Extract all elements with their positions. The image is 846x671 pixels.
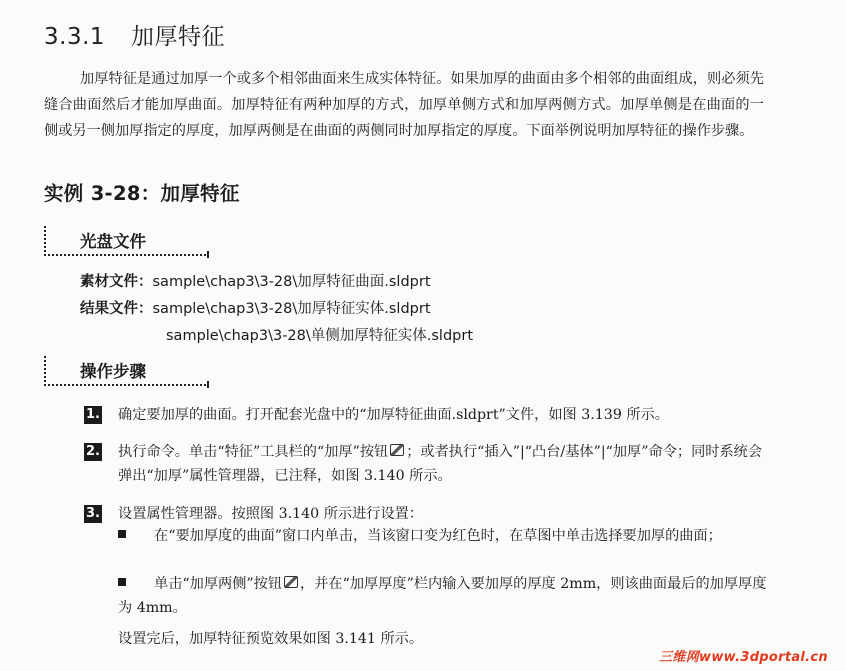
- disc-files-label: 光盘文件: [80, 232, 146, 251]
- section-title: [44, 18, 225, 51]
- section-heading: 加厚特征: [131, 24, 226, 50]
- thicken-icon: [390, 444, 404, 456]
- step-2-text-b: ；或者执行“插入”|“凸台/基体”|“加厚”命令；同时系统会弹出“加厚”属性管理器，已注释，如图 3.140 所示。: [118, 444, 763, 484]
- source-file-label: 素材文件：: [80, 274, 153, 290]
- result-file-path-1: sample\chap3\3-28\加厚特征实体.sldprt: [152, 301, 431, 317]
- bullet-2: [118, 572, 768, 620]
- thicken-both-sides-icon: [284, 576, 298, 588]
- example-title: 实例 3-28：加厚特征: [44, 182, 240, 205]
- section-number: 3.3.1: [44, 24, 106, 50]
- step-text: 确定要加厚的曲面。打开配套光盘中的“加厚特征曲面.sldprt”文件，如图 3.139 所示。: [118, 407, 669, 423]
- source-file-row: [80, 270, 431, 291]
- result-file-row: [80, 297, 431, 318]
- result-file-label: 结果文件：: [80, 301, 153, 317]
- bullet-2-text-b: ，并在“加厚厚度”栏内输入要加厚的厚度 2mm，则该曲面最后的加厚厚度为 4mm。: [118, 576, 767, 616]
- site-watermark: 三维网www.3dportal.cn: [659, 650, 828, 665]
- step-number-badge: 1.: [84, 406, 102, 424]
- source-file-path: sample\chap3\3-28\加厚特征曲面.sldprt: [152, 274, 431, 290]
- step-3: [84, 502, 774, 526]
- step-number-badge: 2.: [84, 443, 102, 461]
- step-2-text-a: 执行命令。单击“特征”工具栏的“加厚”按钮: [118, 444, 389, 460]
- intro-paragraph: 加厚特征是通过加厚一个或多个相邻曲面来生成实体特征。如果加厚的曲面由多个相邻的曲面组成，则必须先缝合曲面然后才能加厚曲面。加厚特征有两种加厚的方式，加厚单侧方式和加厚两侧方式。加厚单侧是在曲面的一侧或另一侧加厚指定的厚度，加厚两侧是在曲面的两侧同时加厚指定的厚度。下面举例说明加厚特征的操作步骤。: [44, 71, 764, 139]
- step-1: [84, 403, 774, 427]
- bullet-square-icon: [118, 530, 126, 538]
- result-file-path-2: sample\chap3\3-28\单侧加厚特征实体.sldprt: [166, 328, 474, 344]
- step-text: 设置属性管理器。按照图 3.140 所示进行设置：: [118, 506, 424, 522]
- step-text: [118, 440, 774, 488]
- bullet-2-text-a: 单击“加厚两侧”按钮: [154, 576, 283, 592]
- steps-heading-label: 操作步骤: [80, 362, 146, 381]
- bullet-1: [118, 524, 768, 548]
- bullet-square-icon: [118, 578, 126, 586]
- bullet-text: 在“要加厚度的曲面”窗口内单击，当该窗口变为红色时，在草图中单击选择要加厚的曲面；: [154, 528, 722, 544]
- step-2: [84, 440, 774, 488]
- result-file-row-2: [166, 324, 473, 345]
- step-number-badge: 3.: [84, 505, 102, 523]
- summary-text: 设置完后，加厚特征预览效果如图 3.141 所示。: [118, 631, 424, 647]
